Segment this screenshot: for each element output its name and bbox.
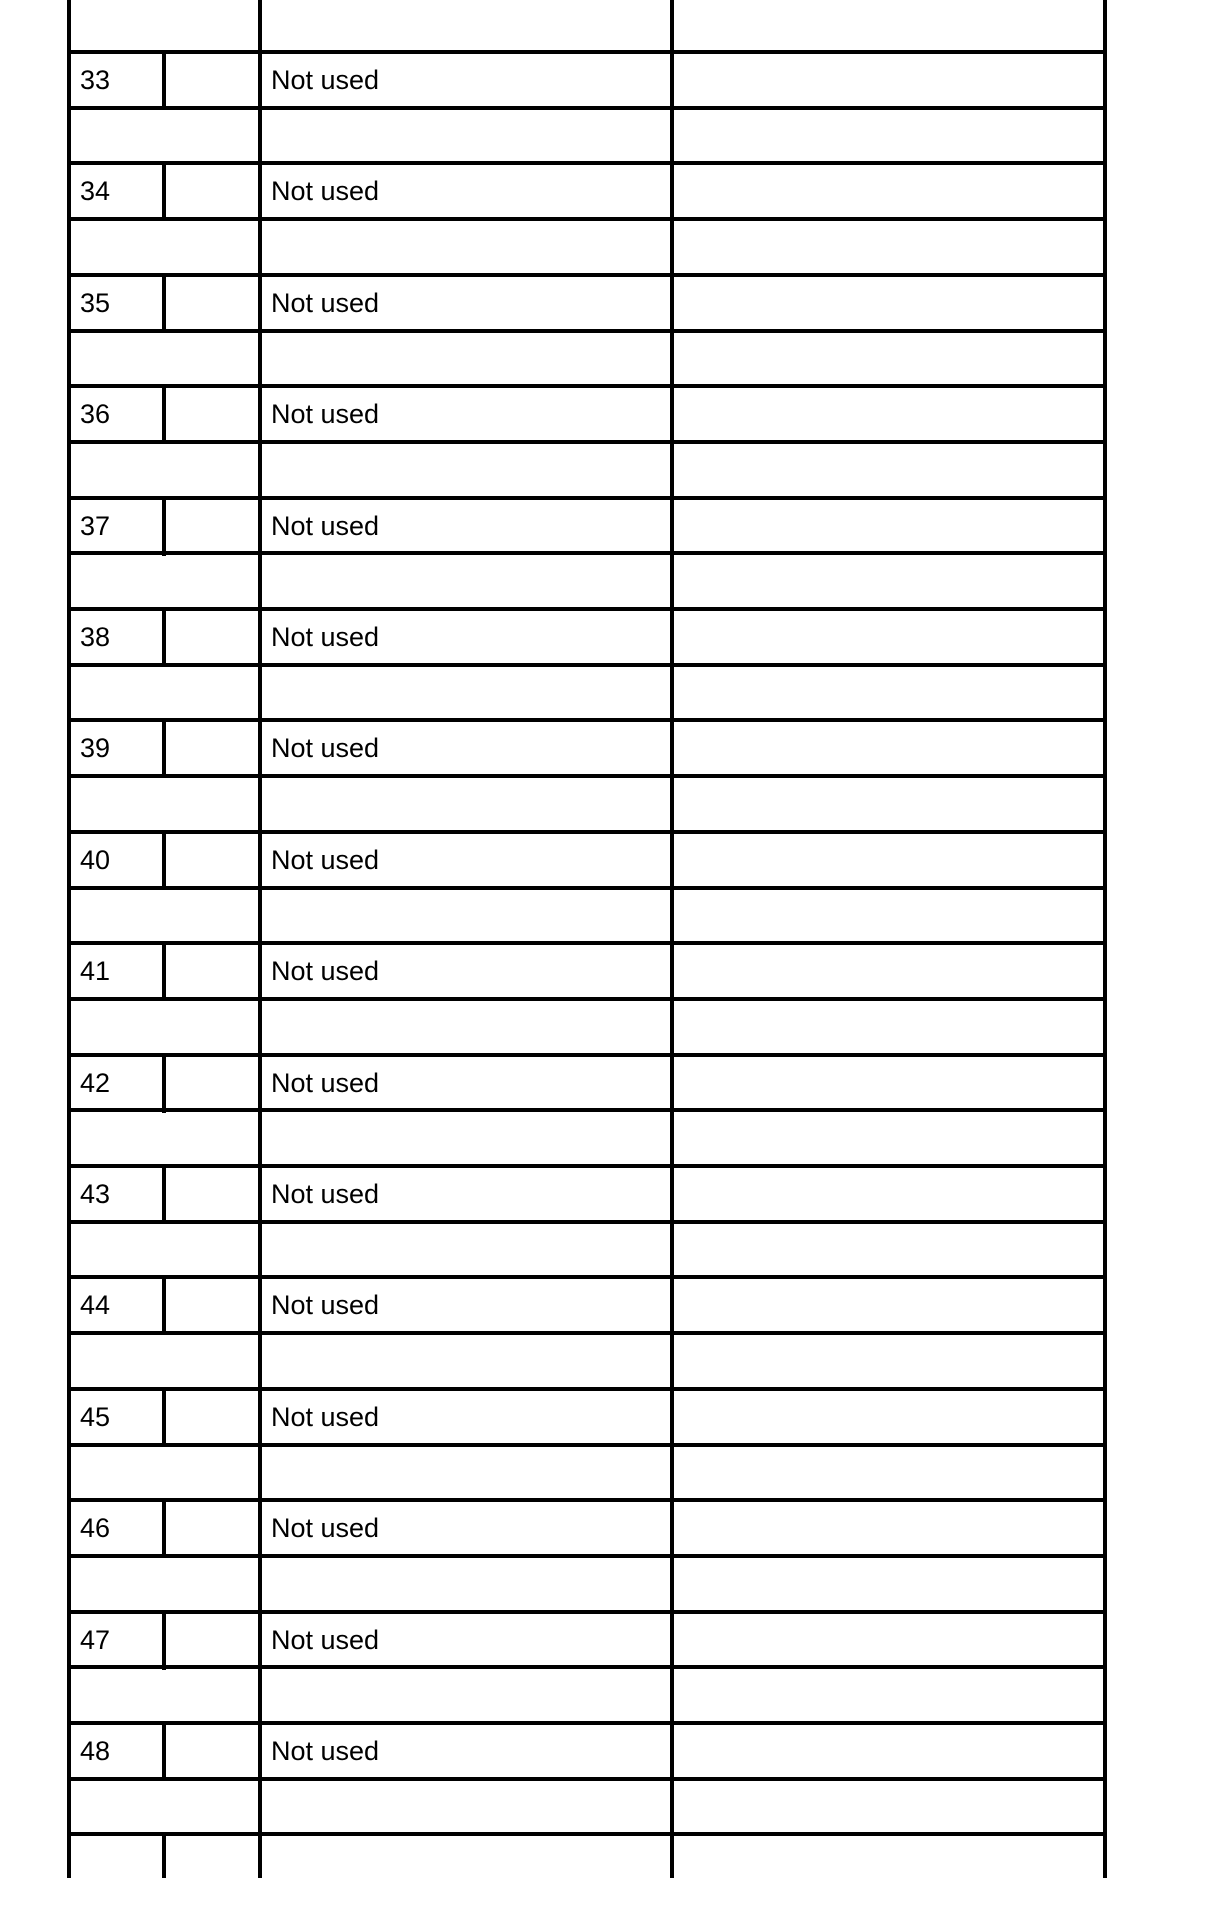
table-rule: [67, 718, 1107, 722]
column-rule: [162, 1275, 166, 1335]
row-number: 48: [80, 1736, 111, 1766]
row-number: 36: [80, 399, 111, 429]
table-rule: [67, 1164, 1107, 1168]
row-number: 42: [80, 1068, 111, 1098]
column-rule: [162, 1832, 166, 1878]
table-rule: [67, 1220, 1107, 1224]
column-rule: [162, 1053, 166, 1113]
column-rule: [162, 1721, 166, 1781]
column-rule: [162, 384, 166, 444]
row-description: Not used: [271, 1068, 380, 1098]
table-rule: [67, 106, 1107, 110]
table-rule: [67, 1832, 1107, 1836]
column-rule: [67, 0, 71, 1878]
row-description: Not used: [271, 1290, 380, 1320]
table-rule: [67, 161, 1107, 165]
row-description: Not used: [271, 845, 380, 875]
table-rule: [67, 607, 1107, 611]
row-description: Not used: [271, 733, 380, 763]
table-rule: [67, 551, 1107, 555]
row-description: Not used: [271, 288, 380, 318]
table-rule: [67, 774, 1107, 778]
column-rule: [162, 1610, 166, 1670]
row-description: Not used: [271, 399, 380, 429]
row-number: 34: [80, 176, 111, 206]
row-number: 33: [80, 65, 111, 95]
table-rule: [67, 1777, 1107, 1781]
table-rule: [67, 1554, 1107, 1558]
table-rule: [67, 384, 1107, 388]
column-rule: [162, 496, 166, 556]
row-number: 40: [80, 845, 111, 875]
column-rule: [162, 607, 166, 667]
row-description: Not used: [271, 176, 380, 206]
table-rule: [67, 217, 1107, 221]
row-number: 47: [80, 1625, 111, 1655]
table-rule: [67, 1275, 1107, 1279]
table-rule: [67, 830, 1107, 834]
row-description: Not used: [271, 1179, 380, 1209]
row-number: 39: [80, 733, 111, 763]
table-rule: [67, 440, 1107, 444]
table-rule: [67, 329, 1107, 333]
table-rule: [67, 1721, 1107, 1725]
row-description: Not used: [271, 511, 380, 541]
row-description: Not used: [271, 1513, 380, 1543]
column-rule: [258, 0, 262, 1878]
table-rule: [67, 997, 1107, 1001]
table-rule: [67, 50, 1107, 54]
row-number: 45: [80, 1402, 111, 1432]
table-rule: [67, 1331, 1107, 1335]
row-number: 44: [80, 1290, 111, 1320]
column-rule: [1103, 0, 1107, 1878]
row-number: 46: [80, 1513, 111, 1543]
row-description: Not used: [271, 622, 380, 652]
column-rule: [162, 718, 166, 778]
table-rule: [67, 496, 1107, 500]
table-rule: [67, 273, 1107, 277]
table-rule: [67, 1108, 1107, 1112]
table-rule: [67, 1053, 1107, 1057]
table-rule: [67, 1443, 1107, 1447]
row-description: Not used: [271, 65, 380, 95]
column-rule: [162, 1387, 166, 1447]
table-rule: [67, 941, 1107, 945]
column-rule: [162, 161, 166, 221]
row-number: 43: [80, 1179, 111, 1209]
table-rule: [67, 663, 1107, 667]
row-description: Not used: [271, 956, 380, 986]
row-number: 37: [80, 511, 111, 541]
column-rule: [162, 1498, 166, 1558]
row-description: Not used: [271, 1736, 380, 1766]
row-description: Not used: [271, 1625, 380, 1655]
column-rule: [162, 273, 166, 333]
table-rule: [67, 1498, 1107, 1502]
row-number: 38: [80, 622, 111, 652]
column-rule: [162, 50, 166, 110]
row-description: Not used: [271, 1402, 380, 1432]
column-rule: [162, 1164, 166, 1224]
table-rule: [67, 1665, 1107, 1669]
column-rule: [670, 0, 674, 1878]
table-rule: [67, 886, 1107, 890]
table-rule: [67, 1387, 1107, 1391]
column-rule: [162, 941, 166, 1001]
row-number: 41: [80, 956, 111, 986]
column-rule: [162, 830, 166, 890]
table-rule: [67, 1610, 1107, 1614]
row-number: 35: [80, 288, 111, 318]
